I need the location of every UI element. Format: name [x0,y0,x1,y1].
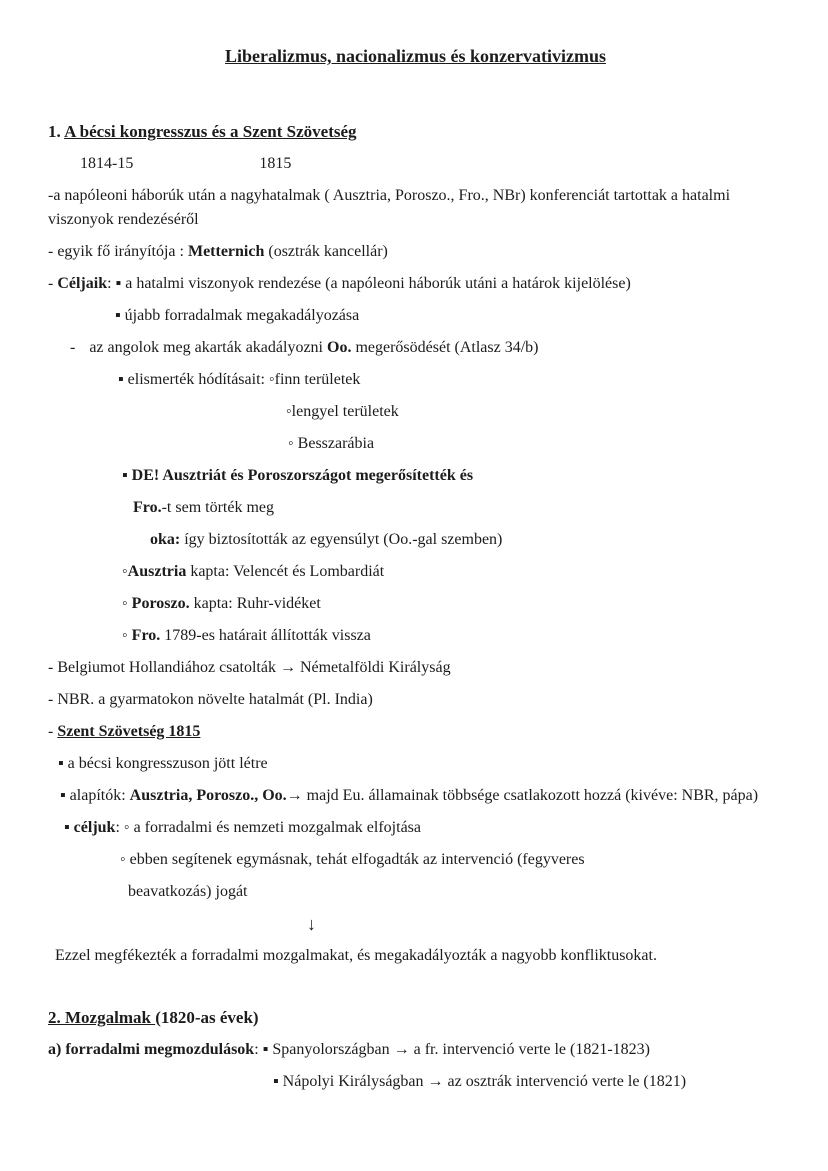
text-run: az angolok meg akarták akadályozni [89,339,327,356]
line-celjaik [48,272,783,296]
text-run-metternich: Metternich [187,243,265,260]
circle-bullet: ◦ [122,627,132,644]
section1-number: 1. [48,122,65,141]
text-run: : ▪ Spanyolországban → a fr. intervenció verte le (1821-1823) [254,1041,650,1058]
line-ausztria-kapta [122,560,783,584]
line-belgium: - Belgiumot Hollandiához csatolták → Németalföldi Királyság [48,659,451,676]
text-run-oka: oka: [150,531,181,548]
document-title: Liberalizmus, nacionalizmus és konzervativizmus [225,46,606,66]
section1-heading [48,120,783,144]
text-run-poroszo: Poroszo. [131,595,190,612]
text-run: így biztosították az egyensúlyt (Oo.-gal szemben) [180,531,503,548]
text-run-alapitok: Ausztria, Poroszo., Oo. [129,787,287,804]
text-run-celjaik: Céljaik [57,275,108,292]
square-bullet: ▪ [122,467,132,484]
text-run: ▪ alapítók: [60,787,130,804]
text-run: (osztrák kancellár) [264,243,388,260]
text-run-fro2: Fro. [131,627,161,644]
section2-heading [48,1006,783,1030]
text-run-oo: Oo. [327,339,352,356]
text-run: - [48,275,58,292]
line-becsi-kongresszuson: ▪ a bécsi kongresszuson jött létre [58,755,268,772]
down-arrow-icon: ↓ [307,914,316,934]
text-run-forradalmi: a) forradalmi megmozdulások [48,1041,255,1058]
square-bullet: ▪ [64,819,74,836]
line-celjuk [64,816,783,840]
section2-heading-text: 2. Mozgalmak [48,1008,156,1027]
text-run: → majd Eu. államainak többsége csatlakozott hozzá (kivéve: NBR, pápa) [286,787,759,804]
line-forradalmi-megmozdulasok [48,1038,783,1062]
line-besszarabia: ◦ Besszarábia [288,435,375,452]
line-oka [150,528,783,552]
line-nbr-gyarmatok: - NBR. a gyarmatokon növelte hatalmát (Pl. India) [48,691,373,708]
line-ezzel-megfekeztek: Ezzel megfékezték a forradalmi mozgalmakat, és megakadályozták a nagyobb konfliktusokat. [55,947,657,964]
text-run: kapta: Velencét és Lombardiát [186,563,385,580]
section2-heading-suffix: (1820-as évek) [155,1008,259,1027]
line-szent-szovetseg [48,720,783,744]
line-lengyel: ◦lengyel területek [286,403,399,420]
dash-bullet: - [70,339,76,356]
line-alapitok [48,784,783,808]
line-beavatkozas: beavatkozás) jogát [128,883,248,900]
line-de-ausztriat [122,464,783,488]
line-poroszo-kapta [122,592,783,616]
text-run: : ◦ a forradalmi és nemzeti mozgalmak elfojtása [115,819,421,836]
circle-bullet: ◦ [122,563,128,580]
line-ujabb-forradalmak: ▪ újabb forradalmak megakadályozása [115,307,360,324]
text-run-ausztria: Ausztria [127,563,187,580]
line-napolyi: ▪ Nápolyi Királyságban → az osztrák intervenció verte le (1821) [273,1073,687,1090]
line-fro-sem [133,496,783,520]
line-napoleonic-wars: -a napóleoni háborúk után a nagyhatalmak ( Ausztria, Poroszo., Fro., NBr) konferenciát tartottak a hatalmi viszonyok rendezéséről [48,187,731,228]
line-metternich [48,240,783,264]
text-run: - egyik fő irányítója : [48,243,188,260]
dates-line [48,152,783,176]
text-run: -t sem törték meg [161,499,275,516]
section1-heading-text: A bécsi kongresszus és a Szent Szövetség [64,122,357,141]
date-1815: 1815 [259,155,292,172]
circle-bullet: ◦ [122,595,132,612]
line-fro-1789 [122,624,783,648]
text-run-celjuk: céljuk [73,819,116,836]
text-run-de: DE! Ausztriát és Poroszországot megerősítették és [131,467,474,484]
text-run-szent-szovetseg: Szent Szövetség 1815 [57,723,201,740]
line-elismertek-finn: ▪ elismerték hódításait: ◦finn területek [118,371,361,388]
text-run: : ▪ a hatalmi viszonyok rendezése (a napóleoni háborúk utáni a határok kijelölése) [107,275,631,292]
text-run: kapta: Ruhr-vidéket [189,595,321,612]
line-angolok [70,336,783,360]
dash-bullet: - [48,723,58,740]
text-run: megerősödését (Atlasz 34/b) [351,339,539,356]
text-run: 1789-es határait állították vissza [160,627,371,644]
line-ebben-segitenek: ◦ ebben segítenek egymásnak, tehát elfogadták az intervenció (fegyveres [120,851,585,868]
text-run-fro: Fro. [133,499,162,516]
date-1814-15: 1814-15 [80,155,134,172]
